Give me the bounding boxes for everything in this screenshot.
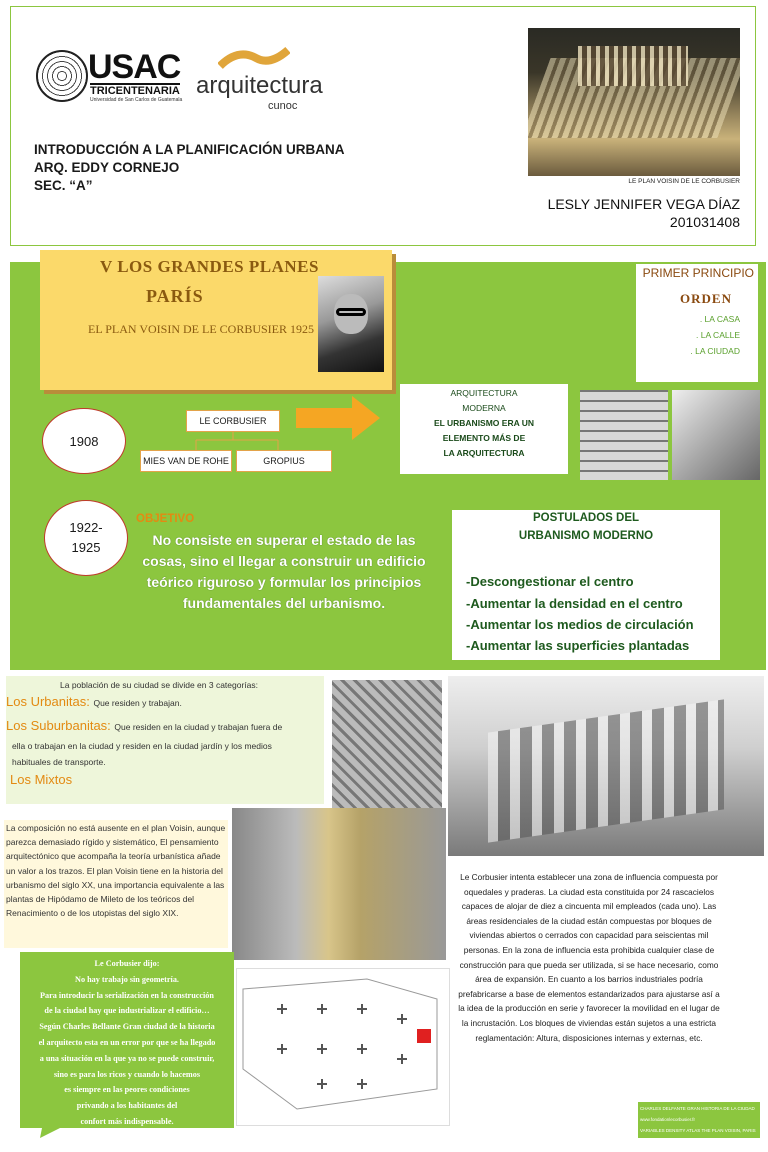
postulados-title-2: URBANISMO MODERNO bbox=[518, 530, 654, 542]
arq-moderna-line3: EL URBANISMO ERA UN bbox=[433, 418, 535, 428]
quote-line: Según Charles Bellante Gran ciudad de la historia bbox=[39, 1022, 215, 1032]
course-info bbox=[34, 141, 344, 195]
principle-item-calle: . LA CALLE bbox=[696, 330, 740, 340]
photo-caption: LE PLAN VOISIN DE LE CORBUSIER bbox=[628, 178, 740, 185]
reference-line: CHARLES DELFANTE GRAN HISTORIA DE LA CIUDAD bbox=[640, 1106, 755, 1111]
postulado-item: -Aumentar los medios de circulación bbox=[466, 617, 694, 632]
section-label: SEC. “A” bbox=[34, 178, 93, 193]
influencia-text: Le Corbusier intenta establecer una zona de influencia compuesta por oquedales y praderas. La ciudad esta constituida por 24 rascacielos capaces de alojar de diez a cincuenta mil empleados (cada uno). Las áreas residenciales de la ciudad están compuestas por bloques de viviendas abiertos o cerrados con capacidad para seiscientas mil personas. En la zona de influencia esta prohibida cualquier clase de construcción para que pueda ser utilizada, si se hace necesario, como área de expansión. En cuanto a los barrios industriales podría prefabricarse a base de elementos estandarizados para ajustarse así a la idea de la producción en serie y favorecer la movilidad en el lugar de la incrustación. Los bloques de viviendas están sujetos a una estricta reglamentación: Altura, disposiciones internas y externas, etc. bbox=[458, 872, 720, 1043]
arq-moderna-line4: ELEMENTO MÁS DE bbox=[442, 433, 526, 443]
urbanitas-desc: Que residen y trabajan. bbox=[93, 698, 182, 708]
plan-subtitle: EL PLAN VOISIN DE LE CORBUSIER 1925 bbox=[88, 322, 315, 336]
student-id: 201031408 bbox=[669, 214, 740, 230]
arq-moderna-line2: MODERNA bbox=[462, 403, 506, 413]
arq-moderna-line1: ARQUITECTURA bbox=[450, 388, 518, 398]
principle-item-ciudad: . LA CIUDAD bbox=[690, 346, 740, 356]
quote-line: privando a los habitantes del bbox=[76, 1101, 178, 1111]
postulado-item: -Aumentar la densidad en el centro bbox=[466, 596, 683, 611]
arquitectura-logo-text: arquitectura bbox=[196, 72, 323, 99]
categoria-urbanitas bbox=[6, 694, 182, 709]
quote-line: No hay trabajo sin geometría. bbox=[75, 974, 179, 984]
postulado-item: -Aumentar las superficies plantadas bbox=[466, 638, 690, 653]
year2-start: 1922- bbox=[69, 520, 103, 535]
categoria-suburbanitas bbox=[6, 718, 282, 733]
year2-end: 1925 bbox=[71, 540, 101, 555]
quote-text bbox=[22, 956, 232, 1130]
connector-lines bbox=[186, 432, 296, 452]
quote-line: Le Corbusier dijo: bbox=[94, 959, 160, 968]
aerial-plan-photo bbox=[672, 390, 760, 480]
quote-line: a una situación en la que ya no se puede construir, bbox=[39, 1053, 215, 1063]
quote-line: sino es para los ricos y cuando lo hacemos bbox=[53, 1069, 201, 1079]
principle-item-casa: . LA CASA bbox=[699, 314, 740, 324]
arquitectura-logo-sub: cunoc bbox=[268, 100, 298, 112]
usac-logo-small: Universidad de San Carlos de Guatemala bbox=[90, 97, 183, 103]
composicion-text: La composición no está ausente en el plan Voisin, aunque parezca demasiado rígido y sistemático, El pensamiento arquitectónico que acompaña la teoría urbanística añade un valor a los trazos. El plan Voisin tiene en la historia del urbanismo del siglo XX, una importancia equivalente a las plantas de Hipódamo de Mileto de los teóricos del Renacimiento o de los utopistas del siglo XIX. bbox=[6, 823, 226, 919]
quote-line: el arquitecto esta en un error por que se ha llegado bbox=[38, 1037, 216, 1047]
professor-name: ARQ. EDDY CORNEJO bbox=[34, 160, 180, 175]
modern-building-photo bbox=[580, 390, 668, 480]
le-corbusier-portrait bbox=[318, 276, 384, 372]
suburbanitas-desc-2: ella o trabajan en la ciudad y residen en la ciudad jardín y los medios bbox=[12, 741, 272, 751]
categoria-mixtos: Los Mixtos bbox=[10, 772, 73, 787]
arquitectura-logo-icon bbox=[218, 44, 290, 72]
objetivo-text: No consiste en superar el estado de las cosas, sino el llegar a construir un edificio teórico riguroso y formular los principios fundamentales del urbanismo. bbox=[142, 532, 426, 611]
year-1908-oval: 1908 bbox=[42, 408, 126, 474]
year-1922-1925-oval bbox=[44, 500, 128, 576]
quote-line: confort más indispensable. bbox=[80, 1116, 174, 1126]
reference-line: www.fondationlecorbusier.fr bbox=[640, 1117, 696, 1122]
postulado-item: -Descongestionar el centro bbox=[466, 574, 634, 589]
arquitectura-moderna-box bbox=[400, 384, 568, 474]
voisin-3d-render bbox=[448, 676, 764, 856]
usac-seal-icon bbox=[36, 50, 88, 102]
main-title: V LOS GRANDES PLANES bbox=[100, 257, 319, 276]
suburbanitas-name: Los Suburbanitas: bbox=[6, 718, 111, 733]
schematic-plan bbox=[236, 968, 450, 1126]
student-name: LESLY JENNIFER VEGA DÍAZ bbox=[547, 196, 740, 212]
mies-van-de-rohe-box: MIES VAN DE ROHE bbox=[140, 450, 232, 472]
voisin-plan-map bbox=[232, 808, 446, 960]
le-corbusier-box: LE CORBUSIER bbox=[186, 410, 280, 432]
urbanitas-name: Los Urbanitas: bbox=[6, 694, 90, 709]
objetivo-label: OBJETIVO bbox=[136, 513, 195, 525]
arrow-icon bbox=[296, 396, 380, 440]
quote-line: es siempre en las peores condiciones bbox=[64, 1085, 190, 1095]
suburbanitas-desc-3: habituales de transporte. bbox=[12, 757, 106, 767]
principle-word: ORDEN bbox=[680, 291, 732, 306]
reference-line: VARIABLES DENSITY ATLAS THE PLAN VOISIN, PARIS bbox=[640, 1128, 756, 1133]
quote-line: Para introducir la serialización en la construcción bbox=[40, 990, 214, 1000]
suburbanitas-desc: Que residen en la ciudad y trabajan fuera de bbox=[114, 722, 283, 732]
postulados-title-1: POSTULADOS DEL bbox=[532, 512, 640, 524]
principle-heading: PRIMER PRINCIPIO bbox=[642, 266, 754, 280]
arq-moderna-line5: LA ARQUITECTURA bbox=[443, 448, 525, 458]
usac-logo-text: USAC bbox=[88, 48, 181, 86]
usac-logo-sub: TRICENTENARIA bbox=[90, 85, 180, 97]
course-title: INTRODUCCIÓN A LA PLANIFICACIÓN URBANA bbox=[34, 142, 345, 157]
aerial-city-photo bbox=[332, 680, 442, 808]
poblacion-intro: La población de su ciudad se divide en 3 categorías: bbox=[60, 680, 258, 690]
plan-voisin-model-photo bbox=[528, 28, 740, 176]
quote-line: de la ciudad hay que industrializar el edificio… bbox=[44, 1006, 210, 1016]
gropius-box: GROPIUS bbox=[236, 450, 332, 472]
city-title: PARÍS bbox=[146, 286, 204, 306]
